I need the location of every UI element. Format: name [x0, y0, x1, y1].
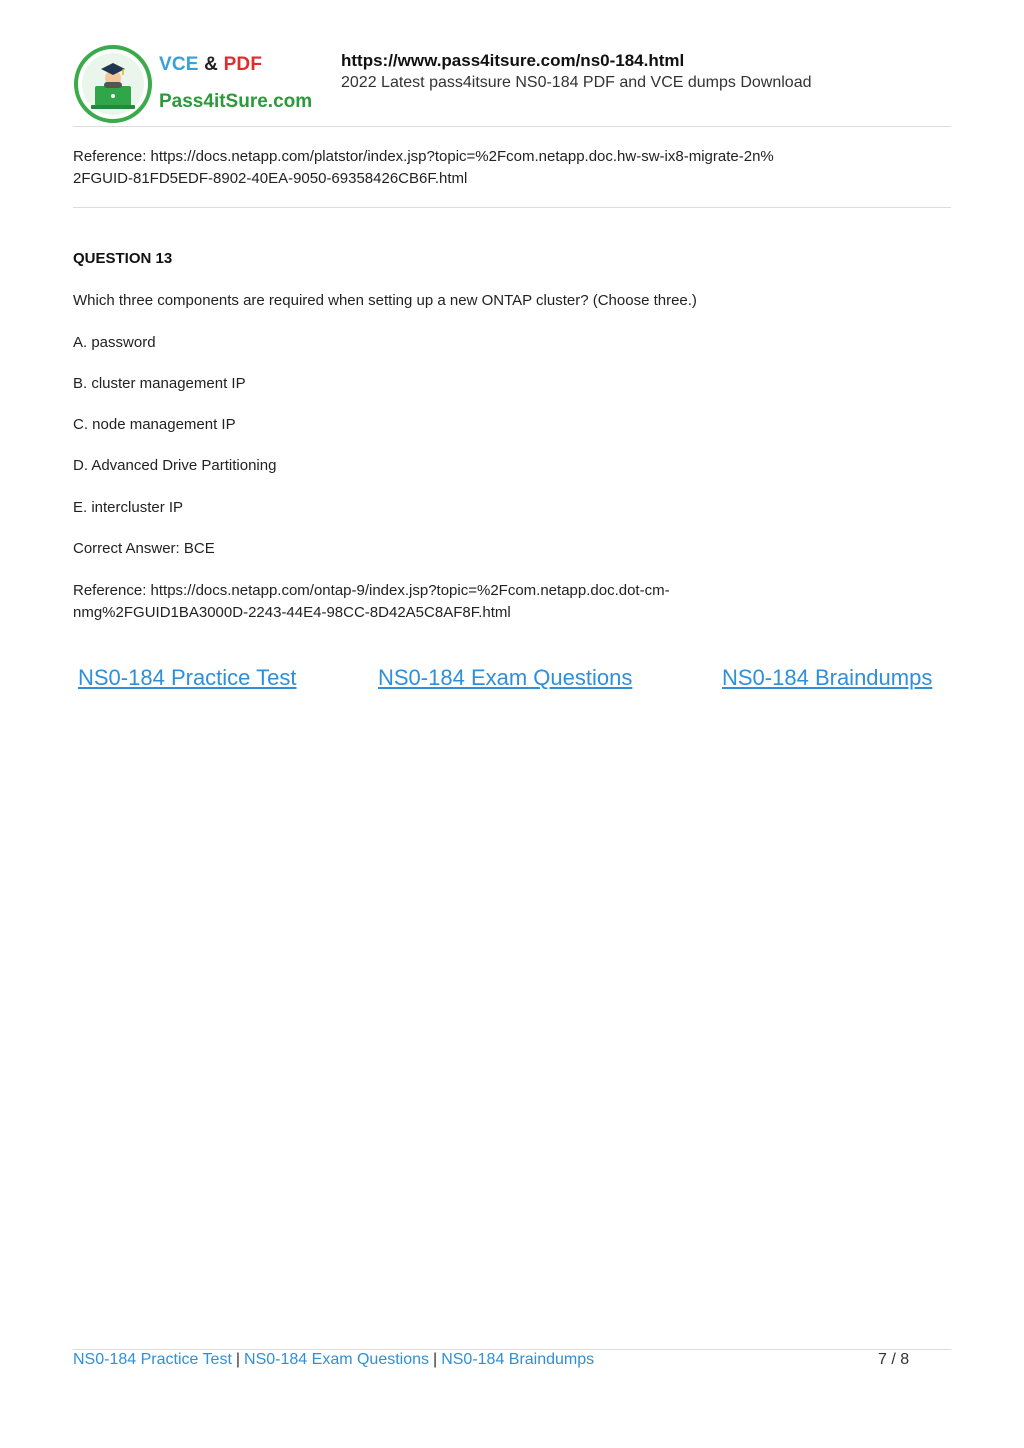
option-c: C. node management IP	[73, 416, 236, 433]
top-reference	[73, 146, 943, 190]
footer-separator: |	[235, 1351, 241, 1368]
question-reference	[73, 580, 943, 624]
logo-amp-text: &	[204, 54, 219, 75]
logo-emblem-icon	[73, 44, 153, 124]
logo-site-text: Pass4itSure.com	[159, 91, 313, 112]
footer-separator: |	[433, 1351, 438, 1368]
page-number: 7 / 8	[878, 1351, 910, 1368]
option-a: A. password	[73, 334, 156, 351]
header-subtitle: 2022 Latest pass4itsure NS0-184 PDF and VCE dumps Download	[341, 74, 812, 91]
braindumps-link[interactable]: NS0-184 Braindumps	[722, 665, 933, 690]
page-header	[73, 44, 951, 126]
correct-answer: Correct Answer: BCE	[73, 540, 215, 557]
exam-questions-link[interactable]: NS0-184 Exam Questions	[378, 665, 633, 690]
section-divider	[73, 207, 951, 208]
logo-title	[159, 54, 262, 76]
logo-pdf-text: PDF	[223, 54, 263, 75]
top-reference-line-1: Reference: https://docs.netapp.com/platstor/index.jsp?topic=%2Fcom.netapp.doc.hw-sw-ix8-migrate-2n%	[73, 148, 774, 165]
question-reference-line-2: nmg%2FGUID1BA3000D-2243-44E4-98CC-8D42A5C8AF8F.html	[73, 604, 511, 621]
top-reference-line-2: 2FGUID-81FD5EDF-8902-40EA-9050-69358426CB6F.html	[73, 170, 468, 187]
practice-test-link[interactable]: NS0-184 Practice Test	[78, 665, 297, 690]
logo-vce-text: VCE	[159, 54, 199, 75]
question-text: Which three components are required when setting up a new ONTAP cluster? (Choose three.)	[73, 292, 697, 309]
page-footer	[73, 1351, 951, 1369]
option-d: D. Advanced Drive Partitioning	[73, 457, 277, 474]
footer-divider	[73, 1349, 951, 1350]
header-url: https://www.pass4itsure.com/ns0-184.html	[341, 51, 685, 70]
question-reference-line-1: Reference: https://docs.netapp.com/ontap-9/index.jsp?topic=%2Fcom.netapp.doc.dot-cm-	[73, 582, 670, 599]
question-title: QUESTION 13	[73, 250, 173, 267]
footer-exam-questions-link[interactable]: NS0-184 Exam Questions	[244, 1351, 430, 1368]
links-row	[0, 665, 1024, 697]
footer-practice-test-link[interactable]: NS0-184 Practice Test	[73, 1351, 232, 1368]
option-b: B. cluster management IP	[73, 375, 246, 392]
footer-braindumps-link[interactable]: NS0-184 Braindumps	[441, 1351, 595, 1368]
option-e: E. intercluster IP	[73, 499, 184, 516]
header-divider	[73, 126, 951, 127]
site-logo	[73, 44, 318, 124]
